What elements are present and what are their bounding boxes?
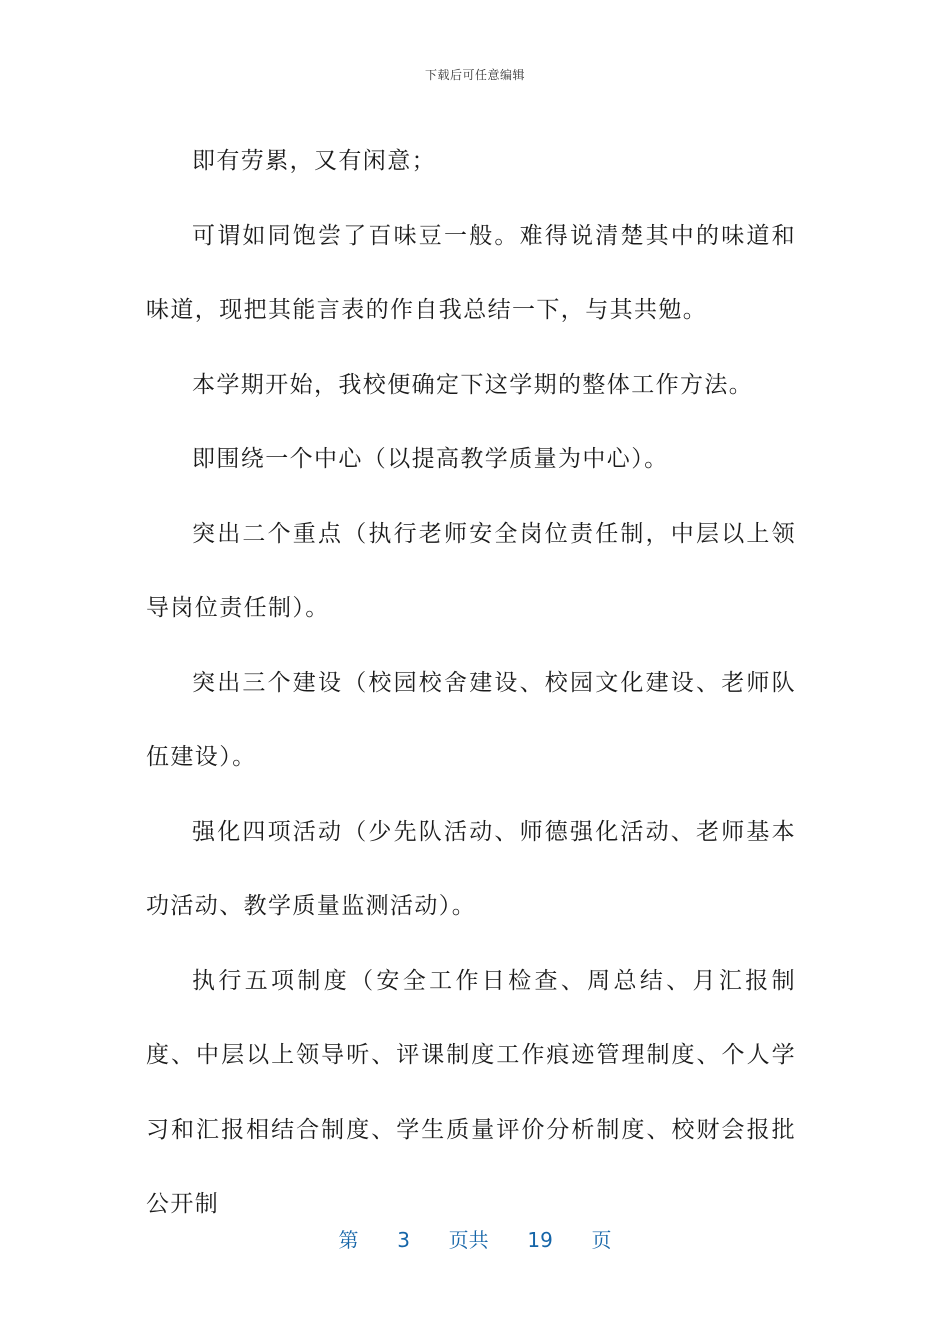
page-label-prefix: 第 — [338, 1228, 359, 1252]
page-label-mid: 页共 — [448, 1228, 489, 1252]
current-page-number: 3 — [397, 1228, 410, 1252]
page-label-suffix: 页 — [591, 1228, 612, 1252]
paragraph: 可谓如同饱尝了百味豆一般。难得说清楚其中的味道和味道，现把其能言表的作自我总结一下，与其共勉。 — [146, 222, 796, 323]
header-note: 下载后可任意编辑 — [424, 68, 525, 82]
paragraph: 强化四项活动（少先队活动、师德强化活动、老师基本功活动、教学质量监测活动）。 — [146, 818, 796, 919]
page-number-footer — [0, 1224, 950, 1253]
total-pages-number: 19 — [527, 1228, 553, 1252]
paragraph: 即围绕一个中心（以提高教学质量为中心）。 — [192, 446, 669, 472]
document-body — [146, 124, 796, 1242]
paragraph: 本学期开始，我校便确定下这学期的整体工作方法。 — [192, 371, 754, 398]
paragraph: 突出三个建设（校园校舍建设、校园文化建设、老师队伍建设）。 — [146, 669, 796, 770]
paragraph: 即有劳累，又有闲意； — [192, 148, 436, 174]
paragraph: 执行五项制度（安全工作日检查、周总结、月汇报制度、中层以上领导听、评课制度工作痕迹管理制度、个人学习和汇报相结合制度、学生质量评价分析制度、校财会报批公开制 — [146, 967, 796, 1217]
paragraph: 突出二个重点（执行老师安全岗位责任制，中层以上领导岗位责任制）。 — [146, 520, 796, 621]
